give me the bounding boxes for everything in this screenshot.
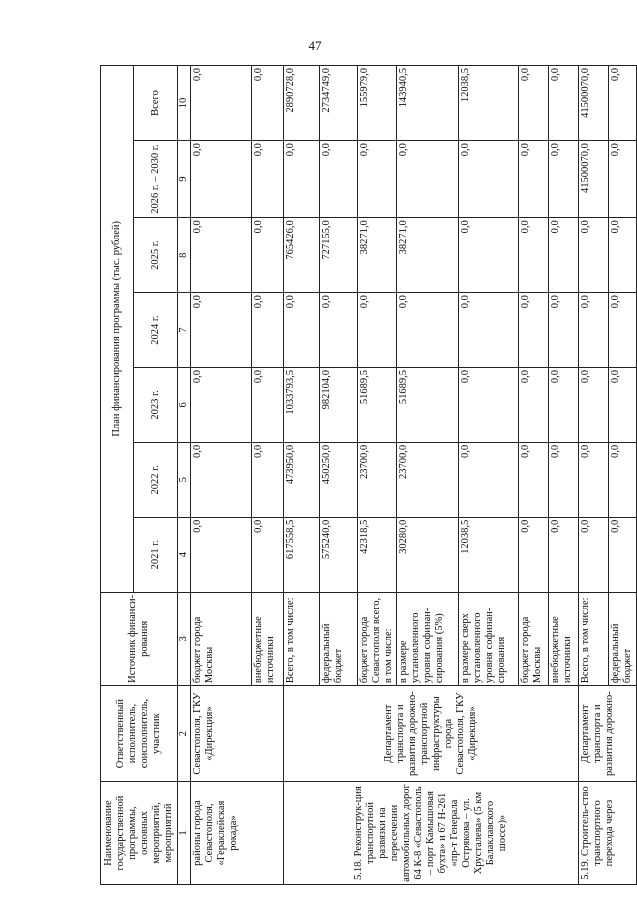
program-name-cell: районы города Севастополя, «Гераклейская рокада» (191, 782, 284, 885)
value-cell: 450250,0 (320, 442, 358, 517)
column-index: 3 (178, 592, 191, 686)
value-cell: 0,0 (252, 141, 284, 218)
value-cell: 23700,0 (358, 442, 397, 517)
value-cell: 0,0 (609, 442, 637, 517)
value-cell: 0,0 (609, 293, 637, 368)
header-year: 2022 г. (134, 442, 178, 517)
value-cell: 982104,0 (320, 367, 358, 442)
source-cell: внебюджетные источники (252, 592, 284, 686)
rotated-table-wrapper (100, 65, 633, 885)
executor-cell: Департамент транспорта и развития дорожно-транспортной инфраструктуры города Севастополя, ГКУ «Дирекция» (284, 686, 579, 782)
value-cell: 617558,5 (284, 517, 320, 592)
value-cell: 2734749,0 (320, 66, 358, 141)
value-cell: 0,0 (191, 367, 252, 442)
column-index: 10 (178, 66, 191, 141)
column-index: 8 (178, 218, 191, 293)
value-cell: 0,0 (549, 218, 579, 293)
value-cell: 0,0 (609, 367, 637, 442)
source-cell: Всего, в том числе: (579, 592, 609, 686)
header-name: Наименование государственной программы, основных мероприятий, мероприятий (101, 782, 178, 885)
value-cell: 42318,5 (358, 517, 397, 592)
value-cell: 0,0 (609, 141, 637, 218)
value-cell: 30280,0 (397, 517, 459, 592)
value-cell: 0,0 (519, 367, 549, 442)
column-index: 5 (178, 442, 191, 517)
value-cell: 0,0 (459, 442, 519, 517)
value-cell: 41500070,0 (579, 66, 609, 141)
value-cell: 0,0 (252, 517, 284, 592)
value-cell: 0,0 (549, 367, 579, 442)
value-cell: 765426,0 (284, 218, 320, 293)
value-cell: 23700,0 (397, 442, 459, 517)
header-year: 2025 г. (134, 218, 178, 293)
column-index: 6 (178, 367, 191, 442)
source-cell: федеральный бюджет (320, 592, 358, 686)
header-year: Всего (134, 66, 178, 141)
value-cell: 0,0 (358, 293, 397, 368)
value-cell: 38271,0 (397, 218, 459, 293)
value-cell: 0,0 (459, 367, 519, 442)
program-name-cell: 5.18. Реконструк-ция транспортной развязки на пересечении автомобильных дорог 64 К-8 «Севастополь – порт Камышовая бухта» и 67 Н-261 «пр-т Генерала Острякова – ул. Хрусталева» (5 км Балаклавского шоссе)» (284, 782, 579, 885)
value-cell: 0,0 (579, 442, 609, 517)
column-index: 7 (178, 293, 191, 368)
value-cell: 0,0 (519, 141, 549, 218)
value-cell: 0,0 (519, 517, 549, 592)
value-cell: 0,0 (191, 141, 252, 218)
header-plan: План финансирования программы (тыс. рублей) (101, 66, 134, 593)
header-executor: Ответственный исполнитель, соисполнитель, участник (101, 686, 178, 782)
value-cell: 0,0 (579, 218, 609, 293)
value-cell: 0,0 (579, 517, 609, 592)
header-source: Источник финанси-рования (101, 592, 178, 686)
value-cell: 473950,0 (284, 442, 320, 517)
source-cell: бюджет города Москвы (191, 592, 252, 686)
source-cell: федеральный бюджет (609, 592, 637, 686)
header-year: 2024 г. (134, 293, 178, 368)
value-cell: 12038,5 (459, 517, 519, 592)
value-cell: 0,0 (609, 218, 637, 293)
value-cell: 0,0 (549, 141, 579, 218)
column-index: 2 (178, 686, 191, 782)
column-index: 1 (178, 782, 191, 885)
value-cell: 143940,5 (397, 66, 459, 141)
value-cell: 0,0 (519, 66, 549, 141)
value-cell: 0,0 (549, 66, 579, 141)
value-cell: 38271,0 (358, 218, 397, 293)
value-cell: 727155,0 (320, 218, 358, 293)
value-cell: 2890728,0 (284, 66, 320, 141)
value-cell: 0,0 (191, 293, 252, 368)
program-name-cell: 5.19. Строитель-ство транспортного перехода через (579, 782, 637, 885)
source-cell: в размере установленного уровня софинан-сирования (5%) (397, 592, 459, 686)
value-cell: 0,0 (320, 293, 358, 368)
value-cell: 0,0 (609, 517, 637, 592)
value-cell: 0,0 (252, 442, 284, 517)
header-year: 2021 г. (134, 517, 178, 592)
column-index: 4 (178, 517, 191, 592)
value-cell: 41500070,0 (579, 141, 609, 218)
value-cell: 0,0 (397, 141, 459, 218)
value-cell: 51689,5 (358, 367, 397, 442)
value-cell: 0,0 (191, 517, 252, 592)
value-cell: 12038,5 (459, 66, 519, 141)
value-cell: 0,0 (252, 66, 284, 141)
value-cell: 0,0 (191, 442, 252, 517)
value-cell: 155979,0 (358, 66, 397, 141)
value-cell: 0,0 (519, 218, 549, 293)
source-cell: внебюджетные источники (549, 592, 579, 686)
value-cell: 0,0 (549, 293, 579, 368)
column-index: 9 (178, 141, 191, 218)
value-cell: 0,0 (549, 517, 579, 592)
source-cell: бюджет города Москвы (519, 592, 549, 686)
value-cell: 0,0 (191, 218, 252, 293)
source-cell: Всего, в том числе: (284, 592, 320, 686)
financing-table (100, 65, 637, 885)
value-cell: 0,0 (519, 293, 549, 368)
value-cell: 51689,5 (397, 367, 459, 442)
value-cell: 0,0 (284, 293, 320, 368)
value-cell: 0,0 (252, 293, 284, 368)
value-cell: 1033793,5 (284, 367, 320, 442)
value-cell: 0,0 (252, 367, 284, 442)
page-number: 47 (308, 38, 322, 53)
executor-cell: Департамент транспорта и развития дорожно- (579, 686, 637, 782)
header-year: 2026 г. – 2030 г. (134, 141, 178, 218)
value-cell: 575240,0 (320, 517, 358, 592)
value-cell: 0,0 (459, 218, 519, 293)
value-cell: 0,0 (609, 66, 637, 141)
value-cell: 0,0 (397, 293, 459, 368)
source-cell: в размере сверх установленного уровня софинан-сирования (459, 592, 519, 686)
value-cell: 0,0 (320, 141, 358, 218)
executor-cell: Севастополя, ГКУ «Дирекция» (191, 686, 284, 782)
value-cell: 0,0 (549, 442, 579, 517)
value-cell: 0,0 (519, 442, 549, 517)
source-cell: бюджет города Севастополя всего, в том числе: (358, 592, 397, 686)
value-cell: 0,0 (459, 141, 519, 218)
value-cell: 0,0 (252, 218, 284, 293)
header-year: 2023 г. (134, 367, 178, 442)
value-cell: 0,0 (284, 141, 320, 218)
value-cell: 0,0 (459, 293, 519, 368)
value-cell: 0,0 (358, 141, 397, 218)
value-cell: 0,0 (579, 293, 609, 368)
value-cell: 0,0 (579, 367, 609, 442)
value-cell: 0,0 (191, 66, 252, 141)
